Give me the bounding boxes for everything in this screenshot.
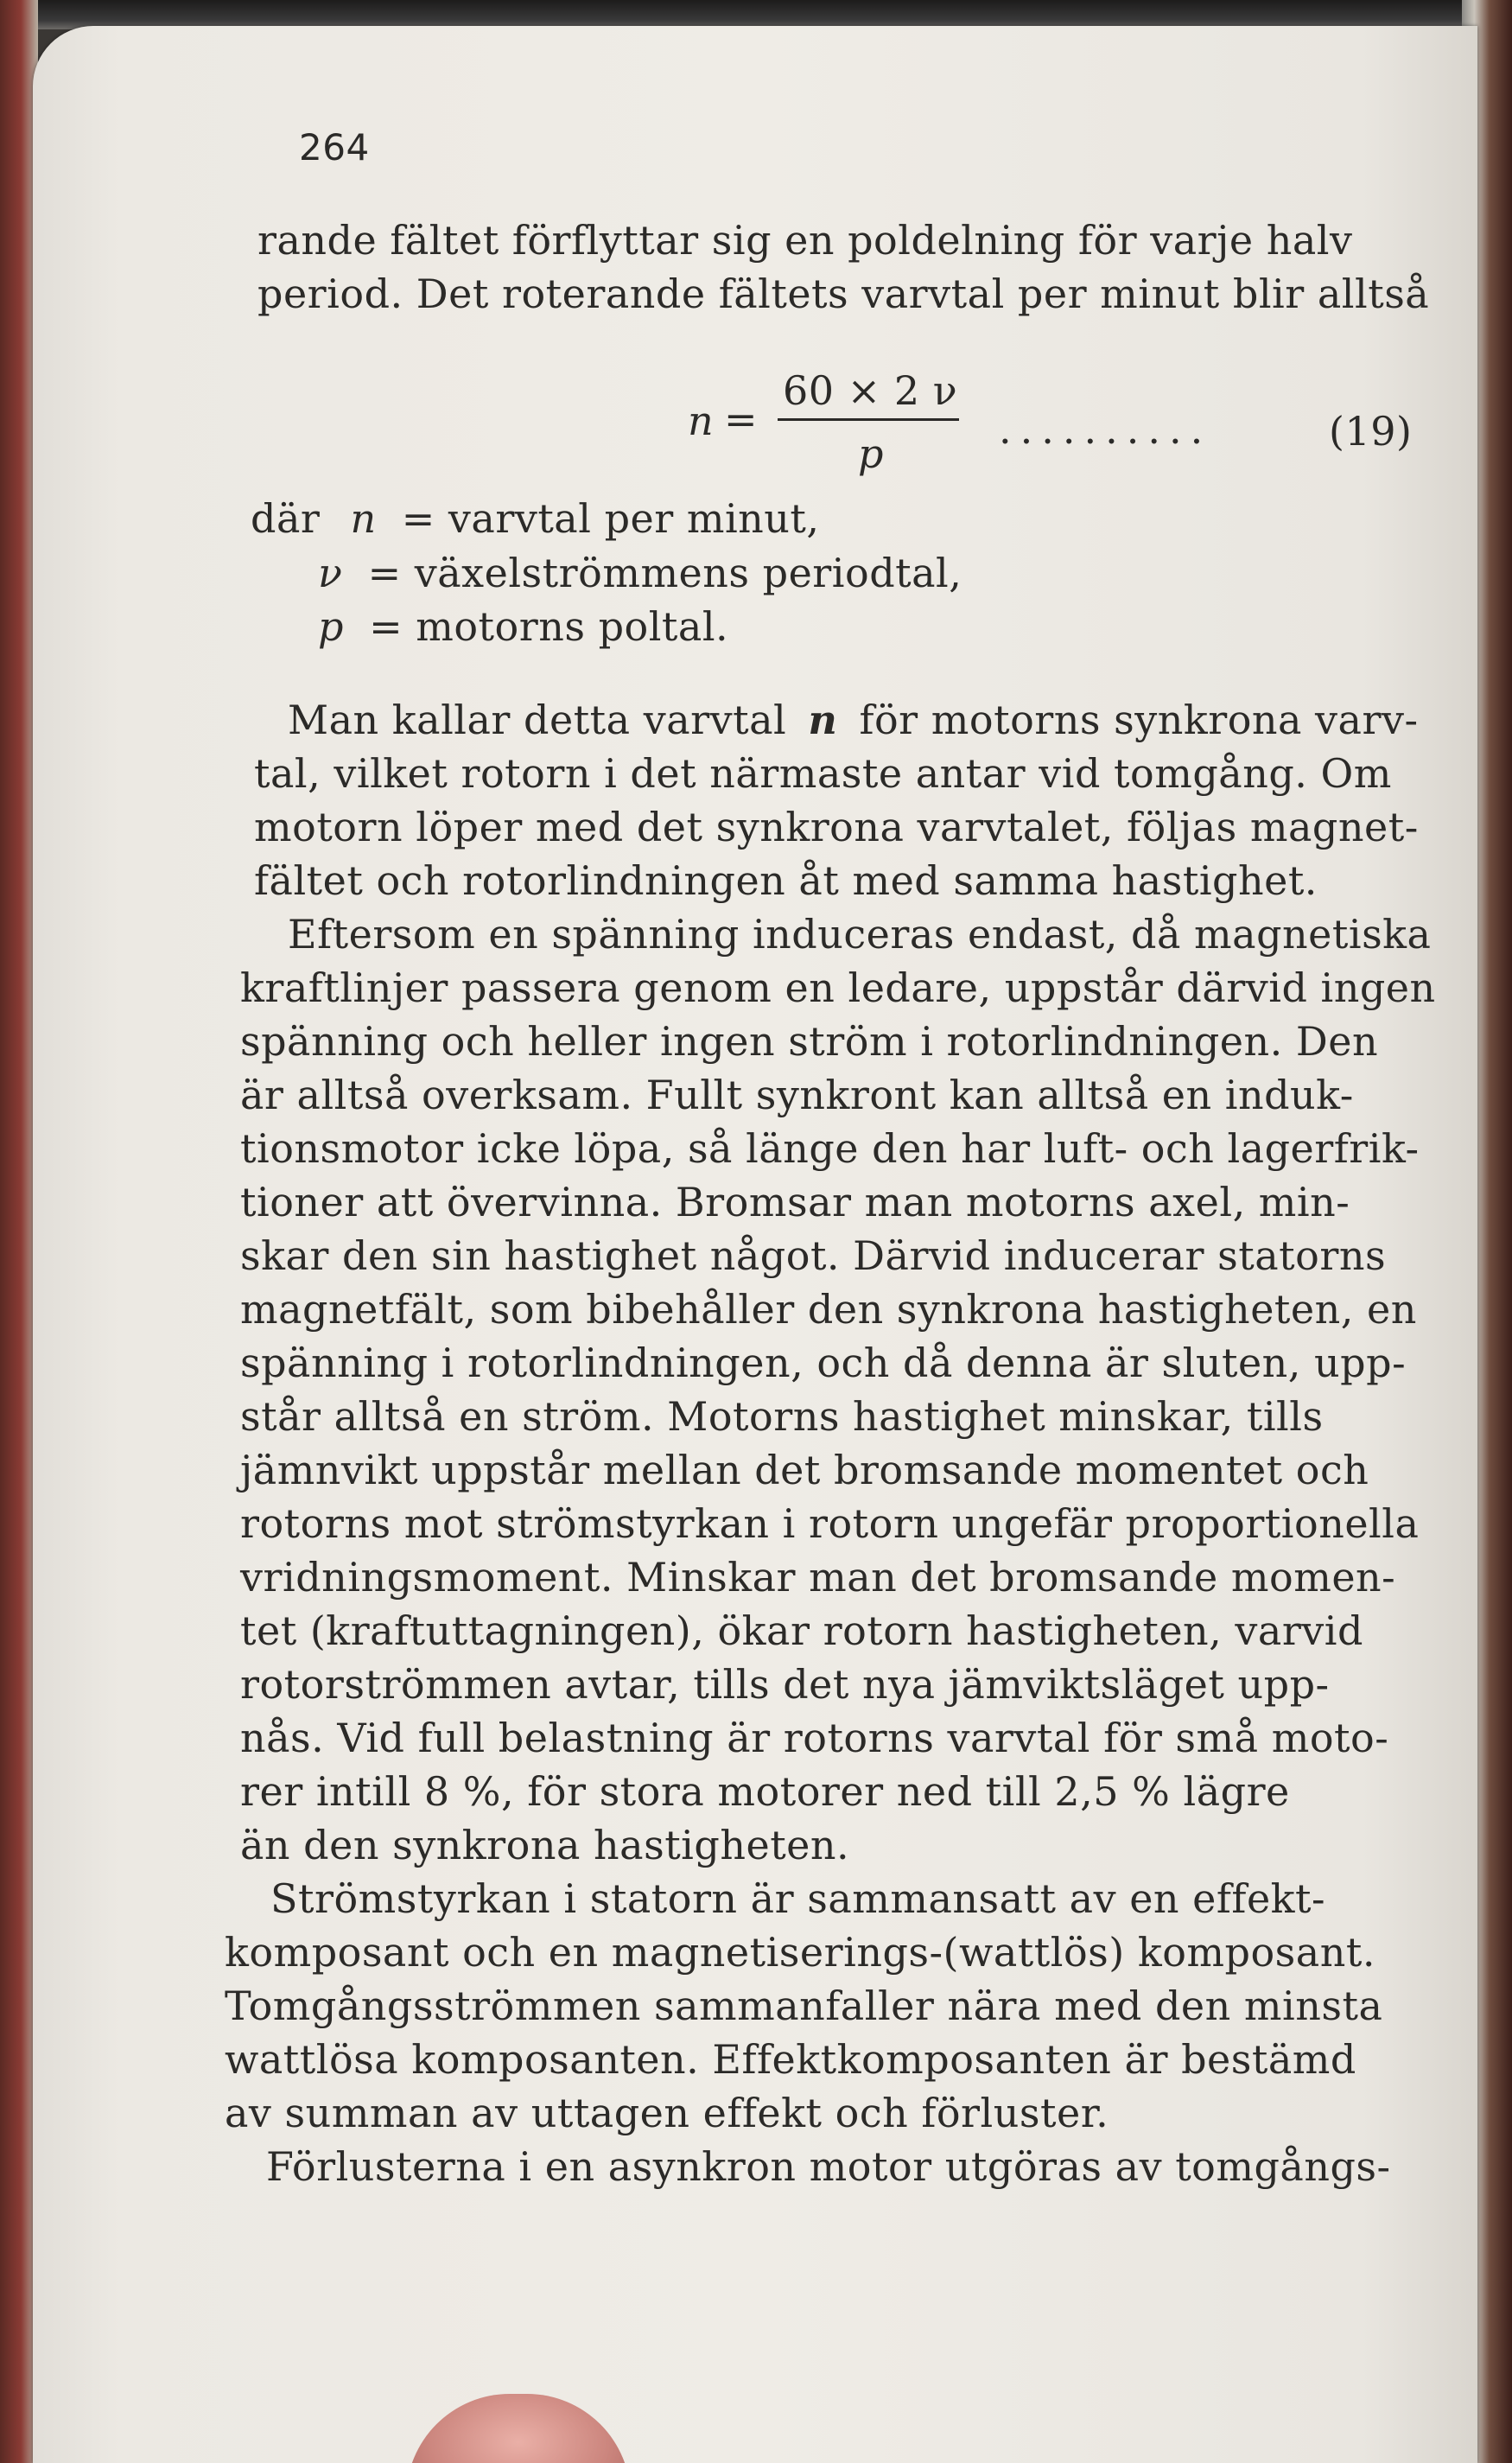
- para2-line: rer intill 8 %, för stora motorer ned till 2,5 % lägre: [240, 1768, 1290, 1815]
- para2-line: tet (kraftuttagningen), ökar rotorn hastigheten, varvid: [240, 1607, 1363, 1654]
- definition-symbol-p: p: [318, 603, 344, 650]
- para3-line: Strömstyrkan i statorn är sammansatt av en effekt-: [270, 1875, 1326, 1922]
- formula-number: (19): [1329, 408, 1413, 455]
- para2-line: än den synkrona hastigheten.: [240, 1822, 850, 1868]
- intro-line-2: period. Det roterande fältets varvtal per minut blir alltså: [257, 270, 1430, 317]
- definition-text: = växelströmmens periodtal,: [367, 550, 962, 596]
- para2-line: spänning och heller ingen ström i rotorlindningen. Den: [240, 1018, 1379, 1065]
- para2-line: vridningsmoment. Minskar man det bromsande momen-: [240, 1554, 1396, 1601]
- para1-text: Man kallar detta varvtal: [288, 697, 787, 743]
- para2-line: tioner att övervinna. Bromsar man motorns axel, min-: [240, 1179, 1350, 1225]
- fraction-bar: [778, 418, 959, 421]
- para2-line: är alltså overksam. Fullt synkront kan alltså en induk-: [240, 1072, 1354, 1118]
- book-page: [33, 26, 1477, 2463]
- para2-line: skar den sin hastighet något. Därvid inducerar statorns: [240, 1232, 1387, 1279]
- para3-line: wattlösa komposanten. Effektkomposanten är bestämd: [225, 2036, 1356, 2083]
- formula-equals: =: [724, 396, 759, 442]
- definition-text: = varvtal per minut,: [401, 495, 820, 542]
- para1-line-3: motorn löper med det synkrona varvtalet, följas magnet-: [254, 804, 1419, 850]
- para2-line: spänning i rotorlindningen, och då denna är sluten, upp-: [240, 1340, 1407, 1386]
- para3-line: av summan av uttagen effekt och förluster.: [225, 2090, 1109, 2136]
- para1-symbol-n: n: [808, 697, 838, 743]
- definition-row-3: [318, 603, 729, 650]
- definition-symbol-n: n: [350, 495, 377, 542]
- para2-line: tionsmotor icke löpa, så länge den har luft- och lagerfrik-: [240, 1125, 1420, 1172]
- para2-line: magnetfält, som bibehåller den synkrona hastigheten, en: [240, 1286, 1417, 1333]
- para3-line: komposant och en magnetiserings-(wattlös) komposant.: [225, 1929, 1375, 1976]
- formula-numerator: 60 × 2 ν: [783, 367, 958, 414]
- formula-denominator: p: [858, 430, 884, 477]
- para1-line-4: fältet och rotorlindningen åt med samma hastighet.: [254, 857, 1318, 904]
- para2-line: jämnvikt uppstår mellan det bromsande momentet och: [240, 1447, 1369, 1493]
- definition-prefix: där: [251, 495, 321, 542]
- formula-leader-dots: ..........: [999, 406, 1212, 453]
- para2-line: rotorströmmen avtar, tills det nya jämviktsläget upp-: [240, 1661, 1330, 1708]
- definition-row-2: [318, 550, 962, 596]
- definition-row-1: [251, 495, 820, 542]
- page-number: 264: [299, 126, 370, 169]
- definition-symbol-nu: ν: [318, 550, 343, 596]
- para1-line-1: [288, 697, 1419, 743]
- formula-lhs: n: [688, 398, 715, 444]
- para3-line: Tomgångsströmmen sammanfaller nära med den minsta: [225, 1982, 1383, 2029]
- para2-line: rotorns mot strömstyrkan i rotorn ungefär proportionella: [240, 1500, 1420, 1547]
- definition-text: = motorns poltal.: [369, 603, 729, 650]
- para4-line: Förlusterna i en asynkron motor utgöras av tomgångs-: [266, 2143, 1391, 2190]
- para2-line: nås. Vid full belastning är rotorns varvtal för små moto-: [240, 1715, 1389, 1761]
- intro-line-1: rande fältet förflyttar sig en poldelning för varje halv: [257, 217, 1353, 264]
- background-top: [0, 0, 1512, 29]
- para2-line: står alltså en ström. Motorns hastighet minskar, tills: [240, 1393, 1324, 1440]
- para2-line: Eftersom en spänning induceras endast, då magnetiska: [288, 911, 1432, 958]
- para1-line-2: tal, vilket rotorn i det närmaste antar vid tomgång. Om: [254, 750, 1392, 797]
- para1-text: för motorns synkrona varv-: [859, 697, 1419, 743]
- para2-line: kraftlinjer passera genom en ledare, uppstår därvid ingen: [240, 964, 1436, 1011]
